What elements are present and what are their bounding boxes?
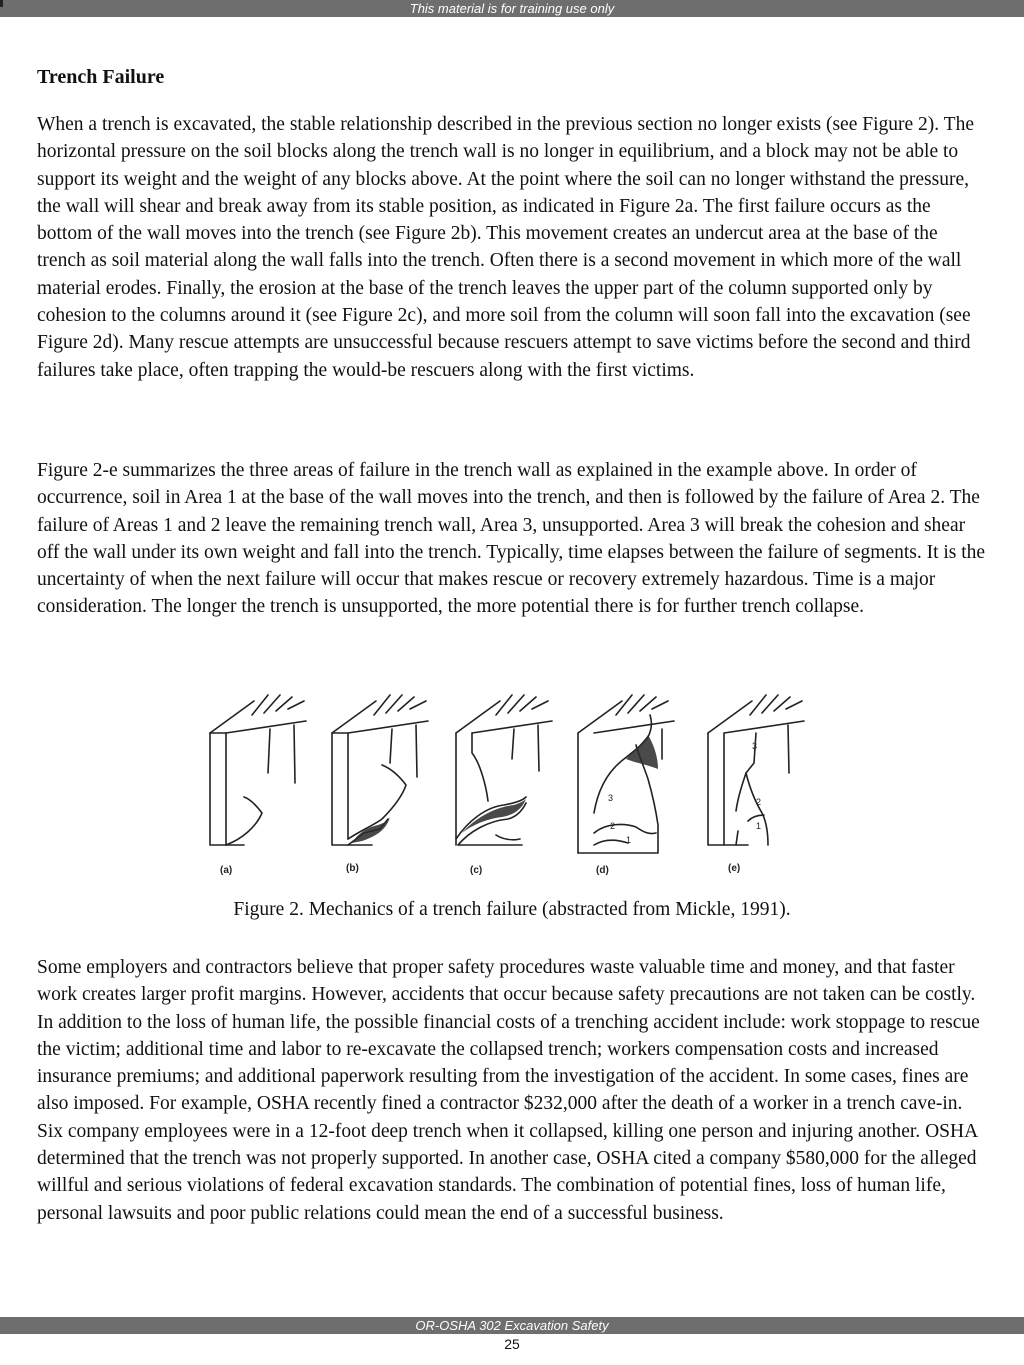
figure-panel-label: (d) xyxy=(596,865,609,876)
figure-panel-label: (e) xyxy=(728,863,741,874)
paragraph-areas-of-failure: Figure 2-e summarizes the three areas of failure in the trench wall as explained in the example above. In order of occurrence, soil in Area 1 at the base of the wall moves into the trench, and then is followed by the failure of Area 2. The failure of Areas 1 and 2 leave the remaining trench wall, Area 3, unsupported. Area 3 will break the cohesion and shear off the wall under its own weight and fall into the trench. Typically, time elapses between the failure of segments. It is the uncertainty of when the next failure will occur that makes rescue or recovery extremely hazardous. Time is a major consideration. The longer the trench is unsupported, the more potential there is for further trench collapse. xyxy=(37,460,986,618)
figure-e-area-label: 3 xyxy=(752,741,758,751)
figure-panel-a xyxy=(210,695,306,845)
figure-d-area-label: 2 xyxy=(610,821,616,831)
figure-panel-label: (c) xyxy=(470,865,483,876)
page-number: 25 xyxy=(504,1336,520,1352)
figure-d-area-label: 3 xyxy=(608,793,614,803)
footer-banner xyxy=(0,1317,1024,1334)
figure-panel-label: (a) xyxy=(220,865,233,876)
paragraph-trench-failure-mechanics: When a trench is excavated, the stable relationship described in the previous section no longer exists (see Figure 2). The horizontal pressure on the soil blocks along the trench wall is no longer in equilibrium, and a block may not be able to support its weight and the weight of any blocks above. At the point where the soil can no longer withstand the pressure, the wall will shear and break away from its stable position, as indicated in Figure 2a. The first failure occurs as the bottom of the wall moves into the trench (see Figure 2b). This movement creates an undercut area at the base of the trench as soil material along the wall falls into the trench. Often there is a second movement in which more of the wall material erodes. Finally, the erosion at the base of the trench leaves the upper part of the column supported only by cohesion to the columns around it (see Figure 2c), and more soil from the column will soon fall into the excavation (see Figure 2d). Many rescue attempts are unsuccessful because rescuers attempt to save victims before the second and third failures take place, often trapping the would-be rescuers along with the first victims. xyxy=(37,114,974,381)
figure-e-area-label: 1 xyxy=(756,821,762,831)
figure-panel-b xyxy=(332,695,428,845)
figure-panel-label: (b) xyxy=(346,863,359,874)
corner-mark xyxy=(0,0,3,7)
figure-e-area-label: 2 xyxy=(756,797,762,807)
figure-panel-c xyxy=(456,695,552,845)
collapsed-soil-b xyxy=(352,817,390,843)
figure-panel-d xyxy=(578,695,674,853)
header-banner-text: This material is for training use only xyxy=(409,1,615,16)
trench-failure-figure xyxy=(196,693,826,881)
footer-course-title: OR-OSHA 302 Excavation Safety xyxy=(415,1318,609,1333)
paragraph-cost-of-accidents: Some employers and contractors believe that proper safety procedures waste valuable time and money, and that faster work creates larger profit margins. However, accidents that occur because safety precautions are not taken can be costly. In addition to the loss of human life, the possible financial costs of a trenching accident include: work stoppage to rescue the victim; additional time and labor to re-excavate the collapsed trench; workers compensation costs and increased insurance premiums; and additional paperwork resulting from the investigation of the accident. In some cases, fines are also imposed. For example, OSHA recently fined a contractor $232,000 after the death of a worker in a trench cave-in. Six company employees were in a 12-foot deep trench when it collapsed, killing one person and injuring another. OSHA determined that the trench was not properly supported. In another case, OSHA cited a company $580,000 for the alleged willful and serious violations of federal excavation standards. The combination of potential fines, loss of human life, personal lawsuits and poor public relations could mean the end of a successful business. xyxy=(37,957,980,1224)
section-title: Trench Failure xyxy=(37,66,165,88)
collapsed-soil-d xyxy=(626,735,658,769)
figure-d-area-label: 1 xyxy=(626,835,632,845)
header-banner xyxy=(0,0,1024,17)
figure-caption: Figure 2. Mechanics of a trench failure (abstracted from Mickle, 1991). xyxy=(233,899,791,920)
